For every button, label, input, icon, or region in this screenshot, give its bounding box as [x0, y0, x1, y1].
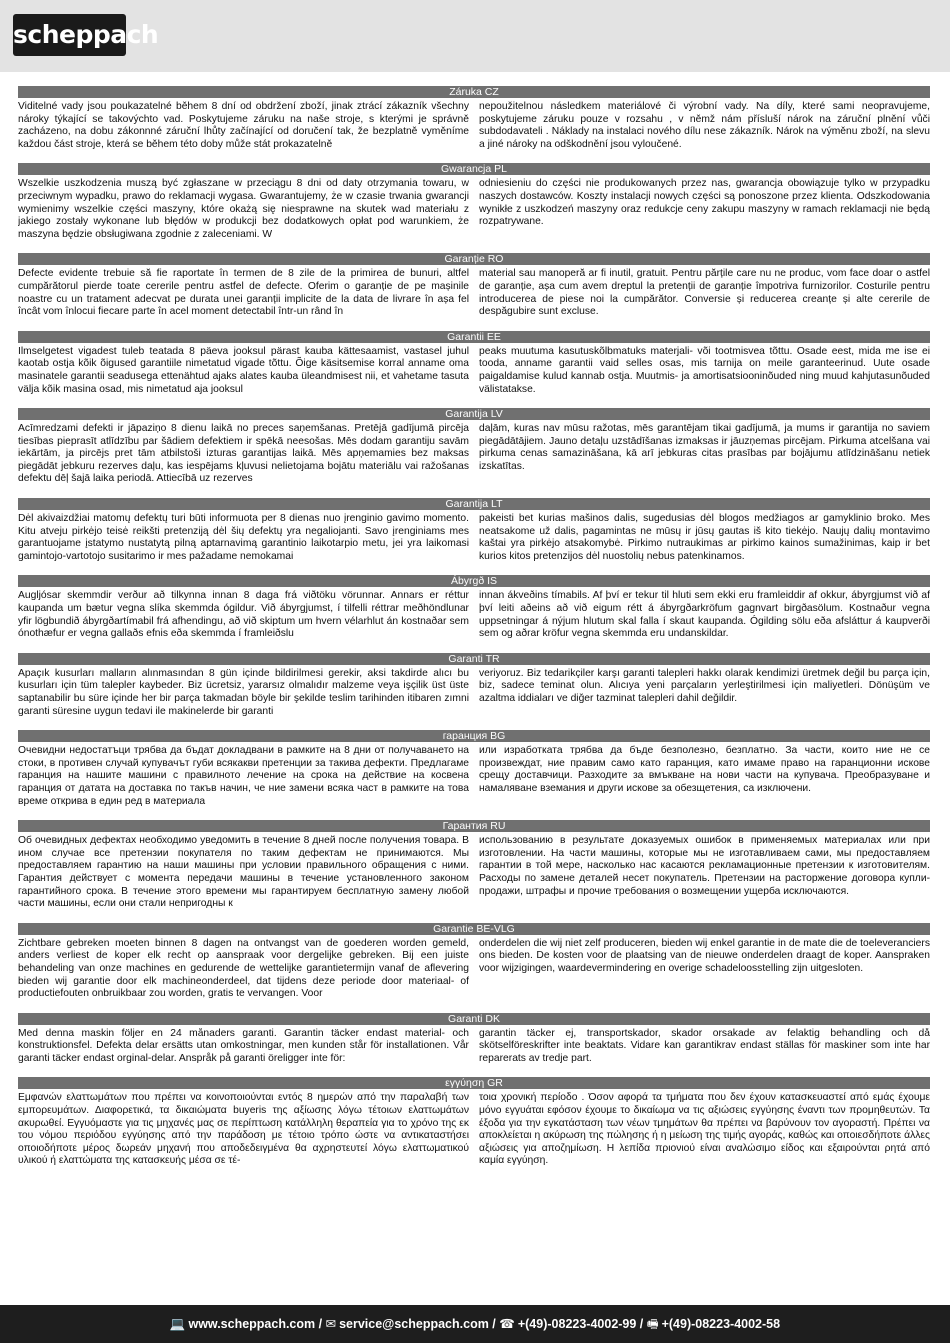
- section-gap: [18, 151, 930, 163]
- warranty-section: [18, 498, 930, 563]
- warranty-section: [18, 730, 930, 808]
- envelope-icon: ✉: [325, 1317, 337, 1331]
- section-columns: [18, 835, 930, 911]
- section-gap: [18, 319, 930, 331]
- section-heading: Garanti DK: [18, 1013, 930, 1025]
- footer-email[interactable]: service@scheppach.com /: [339, 1317, 496, 1331]
- section-text-left: Εμφανών ελαττωμάτων που πρέπει να κοινοποιούνται εντός 8 ημερών από την παραλαβή των εμπορευμάτων. Διαφορετικά, τα δικαιώματα buyeris της αξίωσης λόγω τέτοιων ελαττωμάτων ακυρωθεί. Εγγυόμαστε για τις μηχανές μας σε περίπτωση κατάλληλη θεραπεία για το χρόνο της εκ του νόμου περιόδου εγγύησης από την παράδοση με τέτοιο τρόπο ώστε να αντικαταστήσει οποιοδήποτε μέρος δωρεάν μηχανή που αποδεδειγμένα θα αχρηστευτεί λόγω ελαττωματικού υλικού ή ελαττώματα της κατασκευής μέσα σε τέ-: [18, 1092, 469, 1167]
- section-gap: [18, 563, 930, 575]
- warranty-section: [18, 1013, 930, 1066]
- phone-icon: ☎: [499, 1317, 515, 1331]
- fax-icon: 🖷: [646, 1317, 659, 1331]
- footer-website[interactable]: www.scheppach.com /: [188, 1317, 323, 1331]
- section-text-right: veriyoruz. Biz tedarikçiler karşı garanti talepleri hakkı olarak kendimizi üretmek değil bu parça için, biz, sadece teminat olun. Alıcıya yeni parçaların yerleştirilmesi için maliyetleri. Dönüşüm ve azaltma iddiaları ve diğer tazminat talepleri dahil değildir.: [479, 667, 930, 704]
- footer-fax: +(49)-08223-4002-58: [661, 1317, 781, 1331]
- footer-phone: +(49)-08223-4002-99 /: [517, 1317, 644, 1331]
- section-heading: Ábyrgð IS: [18, 575, 930, 587]
- section-text-right: onderdelen die wij niet zelf produceren, bieden wij enkel garantie in de mate die de toeleveranciers ons bieden. De kosten voor de plaatsing van de nieuwe onderdelen draagt de koper. Aanspraken voor wijzigingen, waardevermindering en overige schadeloosstelling zijn uitgesloten.: [479, 937, 930, 974]
- section-gap: [18, 808, 930, 820]
- computer-icon: 💻: [169, 1317, 186, 1331]
- section-columns: [18, 938, 930, 1001]
- section-text-left: Defecte evidente trebuie să fie raportate în termen de 8 zile de la primirea de bunuri, altfel cumpărătorul pierde toate cererile pentru astfel de defecte. Oferim o garanție de pe mașinile noastre cu un tratament adecvat pe durata unei garanții implicite de la data de livrare în așa fel încât vom înlocui fiecare parte în acel moment detectabil într-un rând în: [18, 268, 469, 318]
- section-columns: [18, 346, 930, 396]
- warranty-section: [18, 575, 930, 640]
- section-columns: [18, 101, 930, 151]
- section-text-left: Очевидни недостатъци трябва да бъдат докладвани в рамките на 8 дни от получаването на стоки, в противен случай купувачът губи всякакви претенции за такива дефекти. Предлагаме гаранция на нашите машини с правилното лечение на срока на действие на косвена гаранция от датата на доставка по такъв начин, че ние замени всяка част в рамките на това време открива в един ред в материала: [18, 745, 469, 807]
- section-columns: [18, 590, 930, 640]
- section-text-right: daļām, kuras nav mūsu ražotas, mēs garantējam tikai gadījumā, ja mums ir garantija no saviem piegādātājiem. Jauno detaļu uzstādīšanas izmaksas ir jāuzņemas pircējam. Pirkuma atcelšana vai pirkuma cenas samazināšana, kā arī jebkuras citas prasības par bojājumu atlīdzināšanu netiek izskatītas.: [479, 423, 930, 472]
- section-text-right: garantin täcker ej, transportskador, skador orsakade av felaktig behandling och då skötselföreskrifter inte beaktats. Vidare kan garantikrav endast ställas för maskiner som inte har reparerats av tredje part.: [479, 1027, 930, 1064]
- section-heading: Garantii EE: [18, 331, 930, 343]
- section-text-right: использованию в результате доказуемых ошибок в применяемых материалах или при изготовлении. На части машины, которые мы не изготавливаем сами, мы предоставляем гарантии в той мере, насколько нас касаются рекламационные претензии к изготовителям. Расходы по замене деталей несет покупатель. Претензии на расторжение договора купли-продажи, штрафы и прочие требования о возмещении ущерба исключаются.: [479, 835, 930, 897]
- section-text-right: или изработката трябва да бъде безполезно, безплатно. За части, които ние не се произвеждат, ние правим само като гаранция, като имаме право на гаранционни искове срещу доставчици. Разходите за вмъкване на нови части на купувача. Преобразуване и намаляване вземания и други искове за обезщетения, са изключени.: [479, 745, 930, 794]
- section-text-left: Об очевидных дефектах необходимо уведомить в течение 8 дней после получения товара. В ином случае все претензии покупателя по таким дефектам не принимаются. Мы предоставляем гарантию на наши машины при условии правильного обращения с ними. Гарантия действует с момента передачи машины в течение установленного законом гарантийного срока. В течение этого времени мы гарантируем бесплатную замену любой части машины, если они стали непригодны к: [18, 835, 469, 910]
- section-heading: Garantie BE-VLG: [18, 923, 930, 935]
- section-gap: [18, 396, 930, 408]
- section-gap: [18, 911, 930, 923]
- section-columns: [18, 268, 930, 318]
- section-text-right: material sau manoperă ar fi inutil, gratuit. Pentru părțile care nu ne produc, vom face doar o astfel de garanție, așa cum avem dreptul la pretenții de garanție împotriva furnizorilor. Costurile pentru introducerea de piese noi la cumpărător. Conversie și reducerea creanțe și alte cererile de despăgubire sunt excluse.: [479, 268, 930, 318]
- section-text-right: peaks muutuma kasutuskõlbmatuks materjali- või tootmisvea tõttu. Osade eest, mida me ise ei tooda, anname garantii vaid selles osas, mis tarnija on meile garanteerinud. Uute osade paigaldamise kulud kannab ostja. Muutmis- ja amortisatsiooninõuded ning muud kahjutasunõuded välistatakse.: [479, 345, 930, 395]
- section-text-left: Apaçık kusurları malların alınmasından 8 gün içinde bildirilmesi gerekir, aksi takdirde alıcı bu kusurları için tüm talepler kaybeder. Biz ücretsiz, yararsız olmalıdır malzeme veya işçilik üst üste saptanabilir bu süre içinde her bir parça takmadan böyle bir şekilde teslim tarihinden itibaren zımni garanti süresine uygun tedavi ile makinelerde bir garanti: [18, 667, 469, 717]
- section-heading: Garantija LT: [18, 498, 930, 510]
- section-text-right: τοια χρονική περίοδο . Όσον αφορά τα τμήματα που δεν έχουν κατασκευαστεί από εμάς έχουμε μόνο εγγυάται εφόσον έχουμε το δικαίωμα να τις αξιώσεις εγγύησης έναντι των προμηθευτών. Τα έξοδα για την εγκατάσταση των νέων τμημάτων θα πρέπει να βαρύνουν τον αγοραστή. Πρέπει να αποκλείεται η ακύρωση της πώλησης ή η μείωση της τιμής αγοράς, καθώς και οποιεσδήποτε άλλες αξιώσεις για αποζημίωση. Η λεπίδα πριονιού είναι αναλώσιμο είδος και εξαιρούνται ρητά από καμία εγγύηση.: [479, 1092, 930, 1167]
- section-text-left: Zichtbare gebreken moeten binnen 8 dagen na ontvangst van de goederen worden gemeld, anders verliest de koper elk recht op aanspraak voor dergelijke gebreken. Bij een juiste behandeling van onze machines en gedurende de wettelijke garantietermijn vanaf de aflevering bieden wij garantie door elk machineonderdeel, dat tijdens deze periode door materiaal- of productiefouten onbruikbaar zou worden, gratis te vervangen. Voor: [18, 937, 469, 1000]
- section-text-left: Med denna maskin följer en 24 månaders garanti. Garantin täcker endast material- och konstruktionsfel. Defekta delar ersätts utan omkostningar, men kunden står för installationen. Vår garanti täcker endast orginal-delar. Anspråk på garanti öreligger inte för:: [18, 1027, 469, 1064]
- warranty-section: [18, 820, 930, 911]
- footer-bar: [0, 1305, 950, 1343]
- section-columns: [18, 668, 930, 718]
- section-text-left: Dėl akivaizdžiai matomų defektų turi būti informuota per 8 dienas nuo įrenginio gavimo momento. Kitu atveju pirkėjo teisė reikšti pretenziją dėl šių defektų yra negaliojanti. Savo įrenginiams mes garantuojame įstatymo nustatytą pilną aptarnavimą garantinio laikotarpio metu, jei yra laikomasi gamintojo-vartotojo susitarimo ir mes pažadame nemokamai: [18, 513, 469, 562]
- section-heading: Garanție RO: [18, 253, 930, 265]
- header-bar: [0, 0, 950, 72]
- warranty-section: [18, 253, 930, 318]
- section-heading: Garanti TR: [18, 653, 930, 665]
- section-text-right: odniesieniu do części nie produkowanych przez nas, gwarancja obowiązuje tylko w przypadku naszych dostawców. Koszty instalacji nowych części są ponoszone przez klienta. Odszkodowania wynikłe z uszkodzeń maszyny oraz redukcje ceny zakupu maszyny w ramach reklamacji nie będą rozpatrywane.: [479, 178, 930, 228]
- section-heading: Garantija LV: [18, 408, 930, 420]
- section-columns: [18, 1092, 930, 1168]
- section-gap: [18, 641, 930, 653]
- section-text-right: innan ákveðins tímabils. Af því er tekur til hluti sem ekki eru framleiddir af okkur, ábyrgjumst við af því leiti aðeins að við eigum rétt á ábyrgðarkröfum gagnvart birgðasölum. Kostnaður vegna uppsetningar á nýjum hlutum skal falla í skaut kaupanda. Ógilding sölu eða afsláttur á kaupverði sem og aðrar kröfur vegna skemmda eru undanskildar.: [479, 590, 930, 640]
- section-heading: Záruka CZ: [18, 86, 930, 98]
- warranty-section: [18, 163, 930, 241]
- section-text-left: Wszelkie uszkodzenia muszą być zgłaszane w przeciągu 8 dni od daty otrzymania towaru, w przeciwnym wypadku, prawo do reklamacji wygasa. Gwarantujemy, że w czasie trwania gwarancji wymienimy wszelkie części maszyny, które okażą się niesprawne na skutek wad materiału z jakiego zostały wykonane lub błędów w produkcji bez dodatkowych opłat pod warunkiem, że maszyna będzie obsługiwana zgodnie z zaleceniami. W: [18, 178, 469, 240]
- section-text-right: pakeisti bet kurias mašinos dalis, sugedusias dėl blogos medžiagos ar gamyklinio broko. Mes neatsakome už dalis, pagamintas ne mūsų ir jūsų gautas iš kito tiekėjo. Naujų dalių montavimo kaštai yra pirkėjo atsakomybė. Pirkimo nutraukimas ar pirkimo kainos sumažinimas, kaip ir bet kurios kitos pretenzijos dėl nuostolių nebus patenkinamos.: [479, 513, 930, 562]
- section-columns: [18, 423, 930, 486]
- warranty-section: [18, 408, 930, 486]
- section-gap: [18, 241, 930, 253]
- section-columns: [18, 745, 930, 808]
- section-gap: [18, 1065, 930, 1077]
- section-text-left: Augljósar skemmdir verður að tilkynna innan 8 daga frá viðtöku vörunnar. Annars er réttur kaupanda um bætur vegna slíka skemmda ógildur. Við ábyrgjumst, í tilfelli réttrar meðhöndlunar yfir lögbundið ábyrgðartímabil frá afhendingu, að við skiptum um hvern vélarhlut án kostnaðar sem ónothæfur er vegna gallaðs efnis eða skemmda í framleiðslu: [18, 590, 469, 640]
- section-columns: [18, 178, 930, 241]
- warranty-content: [18, 86, 930, 1168]
- section-text-right: nepoužitelnou následkem materiálové či výrobní vady. Na díly, které sami neopravujeme, poskytujeme záruku pouze v rozsahu , v němž nám přísluší nárok na záruční plnění vůči subdodavateli . Náklady na instalaci nového dílu nese zákazník. Nárok na výměnu zboží, na slevu a jiné nároky na odškodnění jsou vyloučené.: [479, 101, 930, 150]
- section-columns: [18, 513, 930, 563]
- section-gap: [18, 486, 930, 498]
- warranty-section: [18, 331, 930, 396]
- warranty-section: [18, 86, 930, 151]
- section-text-left: Ilmselgetest vigadest tuleb teatada 8 päeva jooksul pärast kauba kättesaamist, vastasel juhul kaotab ostja kõik õigused garantiile nimetatud vigade tõttu. Õige käsitsemise korral anname oma masinatele garantii seadusega ettenähtud ajaks alates kauba üleandmisest nii, et vahetame tasuta välja kõik masina osad, mis nimetatud aja jooksul: [18, 345, 469, 395]
- warranty-section: [18, 1077, 930, 1168]
- warranty-section: [18, 653, 930, 718]
- section-columns: [18, 1028, 930, 1066]
- section-gap: [18, 718, 930, 730]
- section-text-left: Viditelné vady jsou poukazatelné během 8 dní od obdržení zboží, jinak ztrácí zákazník všechny nároky týkající se takovýchto vad. Poskytujeme záruku na naše stroje, s kterými je správně zacházeno, na dobu zákonnné záruční lhůty začínající od doručení tak, že bezplatně vyměníme každou část stroje, která se během této doby může stát prokazatelně: [18, 101, 469, 150]
- warranty-section: [18, 923, 930, 1001]
- section-heading: гаранция BG: [18, 730, 930, 742]
- section-heading: Gwarancja PL: [18, 163, 930, 175]
- scheppach-logo: scheppach: [13, 14, 126, 56]
- section-gap: [18, 1001, 930, 1013]
- section-heading: Гарантия RU: [18, 820, 930, 832]
- section-text-left: Acīmredzami defekti ir jāpaziņo 8 dienu laikā no preces saņemšanas. Pretējā gadījumā pircēja tiesības pieprasīt atlīdzību par šādiem defektiem ir spēkā neesošas. Mēs dodam garantiju savām iekārtām, ja pircējs pret tām atbilstoši izturas garantijas laikā. Mēs apņemamies bez maksas piegādāt jebkuru rezerves daļu, kas iespējams kļuvusi nelietojama bojātu materiālu vai ražošanas defektu dēļ šajā laika periodā. Attiecībā uz rezerves: [18, 423, 469, 485]
- section-heading: εγγύηση GR: [18, 1077, 930, 1089]
